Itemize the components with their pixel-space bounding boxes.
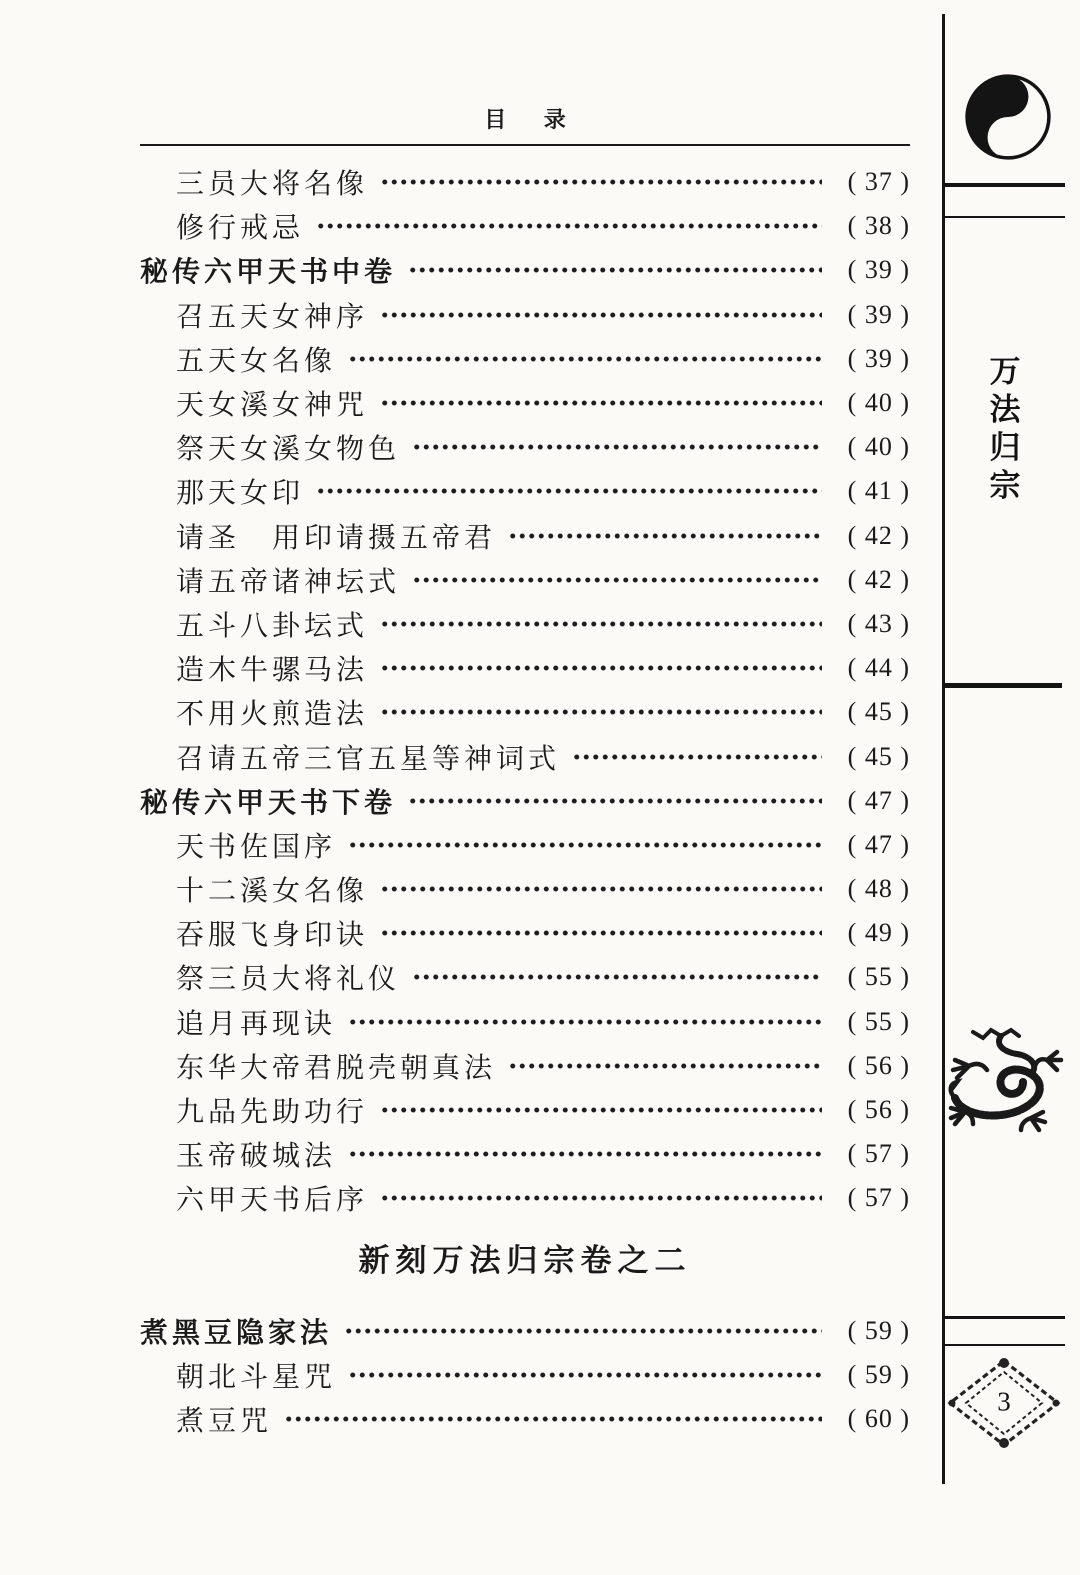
sidebar-rule-bottom-thin	[942, 1344, 1065, 1346]
toc-entry-label: 吞服飞身印诀	[176, 920, 369, 952]
toc-leader-dots	[412, 955, 822, 999]
toc-entry-page: ( 56 )	[847, 1095, 910, 1125]
toc-entry[interactable]	[140, 1044, 910, 1088]
toc-entry-page: ( 45 )	[847, 741, 910, 771]
toc-entry[interactable]	[140, 823, 910, 867]
toc-leader-dots	[380, 690, 822, 734]
toc-entry[interactable]	[140, 1000, 910, 1044]
toc-leader-dots	[380, 911, 822, 955]
toc-entry-label: 不用火煎造法	[176, 699, 369, 731]
sidebar-rule-bottom-thick	[942, 1316, 1065, 1319]
toc-entry-label: 召五天女神序	[176, 301, 369, 333]
toc-entry-label: 五天女名像	[176, 345, 337, 377]
toc-leader-dots	[380, 646, 822, 690]
toc-entry-label: 那天女印	[176, 478, 305, 510]
toc-entry-page: ( 59 )	[847, 1315, 910, 1345]
toc-entry-page: ( 47 )	[847, 829, 910, 859]
toc-entry-label: 召请五帝三官五星等神词式	[176, 743, 561, 775]
toc-leader-dots	[348, 823, 822, 867]
toc-entry[interactable]	[140, 514, 910, 558]
toc-entry-page: ( 60 )	[847, 1403, 910, 1433]
toc-entry-label: 祭天女溪女物色	[176, 434, 401, 466]
folio-page-number: 3	[997, 1386, 1011, 1417]
toc-entry-page: ( 42 )	[847, 520, 910, 550]
toc-entry-page: ( 41 )	[847, 476, 910, 506]
toc-entry-label: 造木牛骡马法	[176, 655, 369, 687]
toc-entry-page: ( 37 )	[847, 167, 910, 197]
toc-entry-label: 煮豆咒	[176, 1405, 273, 1437]
toc-entry[interactable]	[140, 293, 910, 337]
toc-entry-label: 朝北斗星咒	[176, 1361, 337, 1393]
toc-entry-label: 六甲天书后序	[176, 1185, 369, 1217]
toc-leader-dots	[412, 425, 822, 469]
toc-entry-label: 三员大将名像	[176, 169, 369, 201]
toc-entry[interactable]	[140, 690, 910, 734]
toc-leader-dots	[380, 293, 822, 337]
toc-leader-dots	[348, 337, 822, 381]
toc-entry-label: 玉帝破城法	[176, 1141, 337, 1173]
book-title-char: 万	[989, 354, 1021, 389]
toc-entry[interactable]	[140, 734, 910, 778]
toc-leader-dots	[412, 558, 822, 602]
book-title-char: 法	[989, 392, 1021, 427]
toc-entry-page: ( 39 )	[847, 343, 910, 373]
toc-entry-label: 天女溪女神咒	[176, 390, 369, 422]
toc-entry-label: 修行戒忌	[176, 213, 305, 245]
dragon-ornament-icon	[943, 1026, 1068, 1144]
toc-list	[140, 160, 910, 1441]
toc-leader-dots	[408, 248, 822, 292]
toc-entry-page: ( 56 )	[847, 1050, 910, 1080]
yin-yang-icon	[964, 73, 1052, 161]
toc-entry-page: ( 45 )	[847, 697, 910, 727]
sidebar-book-title	[985, 356, 1025, 501]
toc-entry[interactable]	[140, 646, 910, 690]
toc-section-heading: 新刻万法归宗卷之二	[358, 1242, 692, 1278]
toc-entry[interactable]	[140, 911, 910, 955]
toc-entry[interactable]	[140, 867, 910, 911]
toc-entry-label: 十二溪女名像	[176, 876, 369, 908]
toc-entry[interactable]	[140, 1353, 910, 1397]
toc-entry-label: 五斗八卦坛式	[176, 610, 369, 642]
toc-entry-label: 请五帝诸神坛式	[176, 566, 401, 598]
toc-entry[interactable]	[140, 204, 910, 248]
toc-entry-label: 追月再现诀	[176, 1008, 337, 1040]
toc-entry[interactable]	[140, 1176, 910, 1220]
toc-entry[interactable]	[140, 955, 910, 999]
toc-entry-label: 祭三员大将礼仪	[176, 964, 401, 996]
toc-leader-dots	[572, 735, 822, 779]
toc-leader-dots	[380, 160, 822, 204]
toc-main-column	[140, 106, 910, 1441]
toc-entry-page: ( 40 )	[847, 388, 910, 418]
sidebar-rule-top-thin	[943, 216, 1065, 218]
toc-entry-page: ( 57 )	[847, 1183, 910, 1213]
toc-entry-page: ( 55 )	[847, 1006, 910, 1036]
toc-entry-page: ( 43 )	[847, 608, 910, 638]
toc-leader-dots	[316, 469, 822, 513]
folio-ornament	[942, 1356, 1066, 1450]
toc-leader-dots	[316, 204, 822, 248]
toc-entry[interactable]	[140, 558, 910, 602]
toc-leader-dots	[380, 602, 822, 646]
book-title-char: 归	[989, 430, 1021, 465]
toc-entry[interactable]	[140, 337, 910, 381]
toc-entry-label: 天书佐国序	[176, 831, 337, 863]
toc-entry[interactable]	[140, 602, 910, 646]
toc-entry[interactable]	[140, 381, 910, 425]
toc-entry-page: ( 39 )	[847, 255, 910, 285]
toc-leader-dots	[380, 1088, 822, 1132]
toc-entry[interactable]	[140, 469, 910, 513]
toc-entry[interactable]	[140, 1397, 910, 1441]
toc-entry[interactable]	[140, 248, 910, 292]
toc-leader-dots	[380, 867, 822, 911]
toc-leader-dots	[508, 514, 822, 558]
toc-leader-dots	[408, 779, 822, 823]
toc-entry[interactable]	[140, 1132, 910, 1176]
toc-leader-dots	[508, 1044, 822, 1088]
toc-entry-page: ( 42 )	[847, 564, 910, 594]
toc-leader-dots	[344, 1309, 822, 1353]
page-title: 目 录	[484, 107, 582, 132]
toc-leader-dots	[348, 1132, 822, 1176]
toc-entry-label: 请圣 用印请摄五帝君	[176, 522, 497, 554]
toc-leader-dots	[380, 1176, 822, 1220]
toc-entry-label: 煮黑豆隐家法	[140, 1317, 333, 1349]
toc-entry-page: ( 40 )	[847, 432, 910, 462]
toc-leader-dots	[348, 1353, 822, 1397]
sidebar-vertical-rule	[942, 14, 945, 1484]
title-divider-rule	[140, 144, 910, 146]
book-title-char: 宗	[989, 468, 1021, 503]
toc-entry-page: ( 38 )	[847, 211, 910, 241]
toc-entry-page: ( 47 )	[847, 785, 910, 815]
toc-entry-label: 秘传六甲天书下卷	[140, 787, 397, 819]
toc-entry-label: 秘传六甲天书中卷	[140, 257, 397, 289]
toc-leader-dots	[348, 1000, 822, 1044]
toc-entry[interactable]	[140, 1309, 910, 1353]
toc-entry-label: 东华大帝君脱壳朝真法	[176, 1052, 497, 1084]
toc-entry[interactable]	[140, 425, 910, 469]
toc-entry-page: ( 48 )	[847, 874, 910, 904]
toc-leader-dots	[380, 381, 822, 425]
toc-entry-page: ( 57 )	[847, 1139, 910, 1169]
toc-entry[interactable]	[140, 1088, 910, 1132]
toc-entry-page: ( 39 )	[847, 299, 910, 329]
toc-entry[interactable]	[140, 779, 910, 823]
toc-entry-label: 九品先助功行	[176, 1097, 369, 1129]
toc-entry-page: ( 55 )	[847, 962, 910, 992]
sidebar-rule-middle	[943, 683, 1062, 688]
sidebar-rule-top-thick	[943, 183, 1065, 187]
toc-entry-page: ( 44 )	[847, 653, 910, 683]
toc-entry[interactable]	[140, 160, 910, 204]
toc-leader-dots	[284, 1397, 822, 1441]
toc-entry-page: ( 59 )	[847, 1359, 910, 1389]
toc-entry-page: ( 49 )	[847, 918, 910, 948]
